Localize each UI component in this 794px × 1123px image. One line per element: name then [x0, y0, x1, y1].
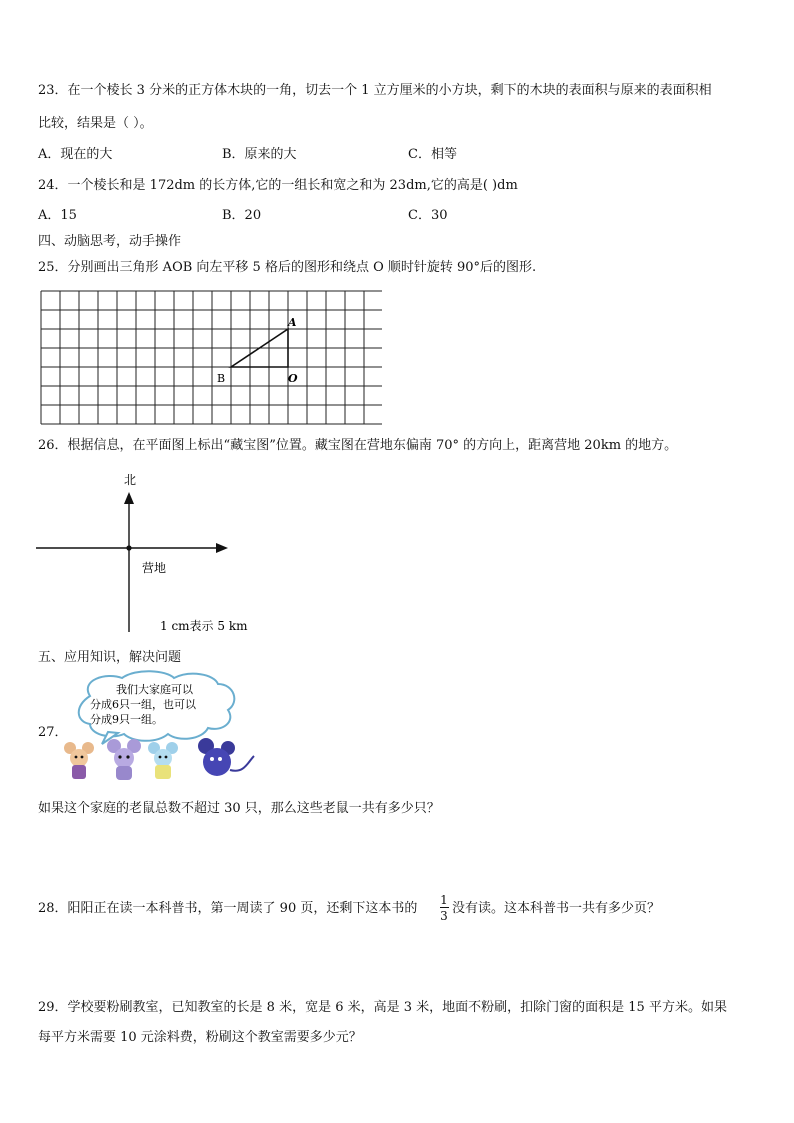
q25-label-o: O — [288, 372, 298, 385]
mouse-3-icon — [148, 742, 178, 779]
q25-grid-lines — [41, 291, 382, 424]
q24-option-a[interactable]: A．15 — [38, 208, 77, 223]
q23-option-a[interactable]: A．现在的大 — [38, 147, 113, 162]
q26-stem: 26．根据信息，在平面图上标出“藏宝图”位置。藏宝图在营地东偏南 70° 的方向上，距离营地 20km 的地方。 — [38, 438, 678, 453]
q23-stem-line1: 23．在一个棱长 3 分米的正方体木块的一角，切去一个 1 立方厘米的小方块，剩下的木块的表面积与原来的表面积相 — [38, 83, 712, 98]
q25-label-b: B — [217, 372, 226, 385]
q27-question: 如果这个家庭的老鼠总数不超过 30 只，那么这些老鼠一共有多少只？ — [38, 801, 440, 816]
q23-option-c[interactable]: C．相等 — [408, 147, 457, 162]
q23-option-b[interactable]: B．原来的大 — [222, 147, 297, 162]
q28-text-after: 没有读。这本科普书一共有多少页？ — [452, 901, 661, 916]
section-5-heading: 五、应用知识，解决问题 — [38, 650, 182, 665]
q24-option-b[interactable]: B．20 — [222, 208, 262, 223]
q25-stem: 25．分别画出三角形 AOB 向左平移 5 格后的图形和绕点 O 顺时针旋转 90°后的图形. — [38, 260, 537, 275]
q26-scale-label: 1 cm表示 5 km — [160, 619, 248, 633]
q25-grid-figure[interactable] — [40, 290, 382, 426]
q23-stem-line2: 比较，结果是（ ）。 — [38, 116, 153, 131]
section-4-heading: 四、动脑思考，动手操作 — [38, 234, 182, 249]
mouse-4-icon — [198, 738, 254, 776]
q25-label-a: A — [288, 316, 297, 329]
bubble-line-3: 分成9只一组。 — [90, 713, 163, 726]
mouse-2-icon — [107, 739, 141, 780]
q28-fraction-bar — [440, 907, 449, 908]
bubble-line-2: 分成6只一组，也可以 — [90, 698, 196, 711]
q26-compass-diagram[interactable] — [30, 468, 270, 638]
q29-stem-line2: 每平方米需要 10 元涂料费，粉刷这个教室需要多少元？ — [38, 1030, 362, 1045]
bubble-line-1: 我们大家庭可以 — [116, 683, 193, 696]
q27-mice-illustration — [62, 670, 262, 786]
q28-fraction-numerator: 1 — [440, 893, 448, 907]
q26-north-label: 北 — [124, 473, 137, 487]
q26-camp-point — [126, 545, 131, 550]
q28-fraction-denominator: 3 — [440, 909, 448, 923]
q24-option-c[interactable]: C．30 — [408, 208, 448, 223]
q29-stem-line1: 29．学校要粉刷教室，已知教室的长是 8 米，宽是 6 米，高是 3 米，地面不粉刷，扣除门窗的面积是 15 平方米。如果 — [38, 1000, 727, 1015]
q26-east-arrowhead — [216, 543, 228, 553]
mouse-1-icon — [64, 742, 94, 779]
q24-stem: 24．一个棱长和是 172dm 的长方体,它的一组长和宽之和为 23dm,它的高是( )dm — [38, 178, 518, 193]
q26-north-arrowhead — [124, 492, 134, 504]
q27-number: 27． — [38, 725, 68, 740]
q26-camp-label: 营地 — [142, 561, 167, 575]
q28-text-before: 28．阳阳正在读一本科普书，第一周读了 90 页，还剩下这本书的 — [38, 901, 418, 916]
